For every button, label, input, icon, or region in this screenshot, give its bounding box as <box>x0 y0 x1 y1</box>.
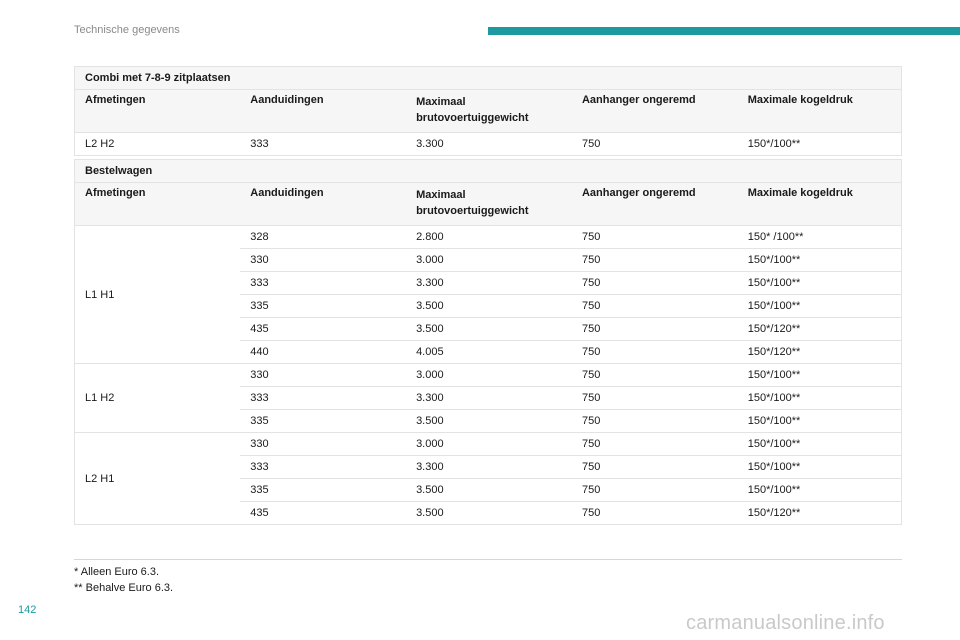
table-header-row <box>75 183 902 226</box>
table-cell: 150* /100** <box>738 226 902 249</box>
table-cell-dimension: L1 H2 <box>75 364 241 433</box>
table-cell: 3.300 <box>406 272 572 295</box>
table-cell: 330 <box>240 364 406 387</box>
table-cell: 333 <box>240 456 406 479</box>
column-header: Maximale kogeldruk <box>738 90 902 133</box>
table-section-row <box>75 67 902 90</box>
table-cell: 2.800 <box>406 226 572 249</box>
table-cell: 750 <box>572 479 738 502</box>
spec-table-combi <box>74 66 902 156</box>
table-cell: 333 <box>240 272 406 295</box>
footnote-2: ** Behalve Euro 6.3. <box>74 582 174 594</box>
table-cell-dimension: L2 H1 <box>75 433 241 525</box>
table-cell: 750 <box>572 387 738 410</box>
table-cell: 435 <box>240 502 406 525</box>
table-cell: 750 <box>572 133 738 156</box>
table-cell: 330 <box>240 433 406 456</box>
table-cell: 330 <box>240 249 406 272</box>
table-section-row <box>75 160 902 183</box>
table-cell: 150*/100** <box>738 364 902 387</box>
table-cell: 440 <box>240 341 406 364</box>
table-cell: 750 <box>572 410 738 433</box>
header-accent-bar <box>488 27 960 35</box>
table-cell: 150*/100** <box>738 295 902 318</box>
table-cell: 3.300 <box>406 387 572 410</box>
table-cell: 328 <box>240 226 406 249</box>
table-section-title: Combi met 7-8-9 zitplaatsen <box>75 67 902 90</box>
table-cell: 3.300 <box>406 133 572 156</box>
table-cell: 150*/120** <box>738 318 902 341</box>
table-cell: 333 <box>240 133 406 156</box>
table-cell: 335 <box>240 479 406 502</box>
table-cell: 750 <box>572 318 738 341</box>
table-cell: 750 <box>572 502 738 525</box>
column-header: Afmetingen <box>75 90 241 133</box>
table-section-title: Bestelwagen <box>75 160 902 183</box>
page-number: 142 <box>18 604 37 616</box>
table-cell: 3.500 <box>406 295 572 318</box>
table-cell: 3.500 <box>406 318 572 341</box>
page-header-title: Technische gegevens <box>74 24 180 36</box>
table-cell: 3.500 <box>406 410 572 433</box>
table-cell: 750 <box>572 364 738 387</box>
table-cell: 150*/100** <box>738 249 902 272</box>
watermark-text: carmanualsonline.info <box>686 612 885 634</box>
table-cell: 150*/100** <box>738 133 902 156</box>
table-cell: 333 <box>240 387 406 410</box>
table-cell: 335 <box>240 410 406 433</box>
table-cell: 750 <box>572 433 738 456</box>
table-cell: 3.000 <box>406 433 572 456</box>
table-cell: 3.500 <box>406 502 572 525</box>
table-row <box>75 364 902 387</box>
column-header: Maximaal brutovoertuiggewicht <box>406 90 572 133</box>
table-cell: 750 <box>572 226 738 249</box>
column-header: Aanhanger ongeremd <box>572 183 738 226</box>
column-header: Maximale kogeldruk <box>738 183 902 226</box>
table-cell: 150*/100** <box>738 387 902 410</box>
table-cell: 750 <box>572 295 738 318</box>
table-cell: 435 <box>240 318 406 341</box>
column-header: Afmetingen <box>75 183 241 226</box>
table-cell: 150*/100** <box>738 272 902 295</box>
table-cell: 750 <box>572 456 738 479</box>
table-cell: 150*/100** <box>738 479 902 502</box>
table-cell: 3.000 <box>406 364 572 387</box>
table-cell: 335 <box>240 295 406 318</box>
table-cell: 150*/120** <box>738 502 902 525</box>
column-header: Aanduidingen <box>240 183 406 226</box>
table-cell: 150*/100** <box>738 456 902 479</box>
table-cell-dimension: L2 H2 <box>75 133 241 156</box>
table-header-row <box>75 90 902 133</box>
column-header: Aanduidingen <box>240 90 406 133</box>
table-cell: 3.500 <box>406 479 572 502</box>
table-cell: 4.005 <box>406 341 572 364</box>
footnote-1: * Alleen Euro 6.3. <box>74 566 160 578</box>
table-cell-dimension: L1 H1 <box>75 226 241 364</box>
footnote-divider <box>74 559 902 560</box>
table-cell: 150*/120** <box>738 341 902 364</box>
table-cell: 3.300 <box>406 456 572 479</box>
column-header: Maximaal brutovoertuiggewicht <box>406 183 572 226</box>
table-cell: 150*/100** <box>738 410 902 433</box>
table-cell: 750 <box>572 249 738 272</box>
table-cell: 150*/100** <box>738 433 902 456</box>
table-row <box>75 133 902 156</box>
column-header: Aanhanger ongeremd <box>572 90 738 133</box>
table-row <box>75 226 902 249</box>
table-cell: 750 <box>572 272 738 295</box>
table-cell: 3.000 <box>406 249 572 272</box>
table-row <box>75 433 902 456</box>
spec-table-bestelwagen <box>74 159 902 525</box>
table-cell: 750 <box>572 341 738 364</box>
